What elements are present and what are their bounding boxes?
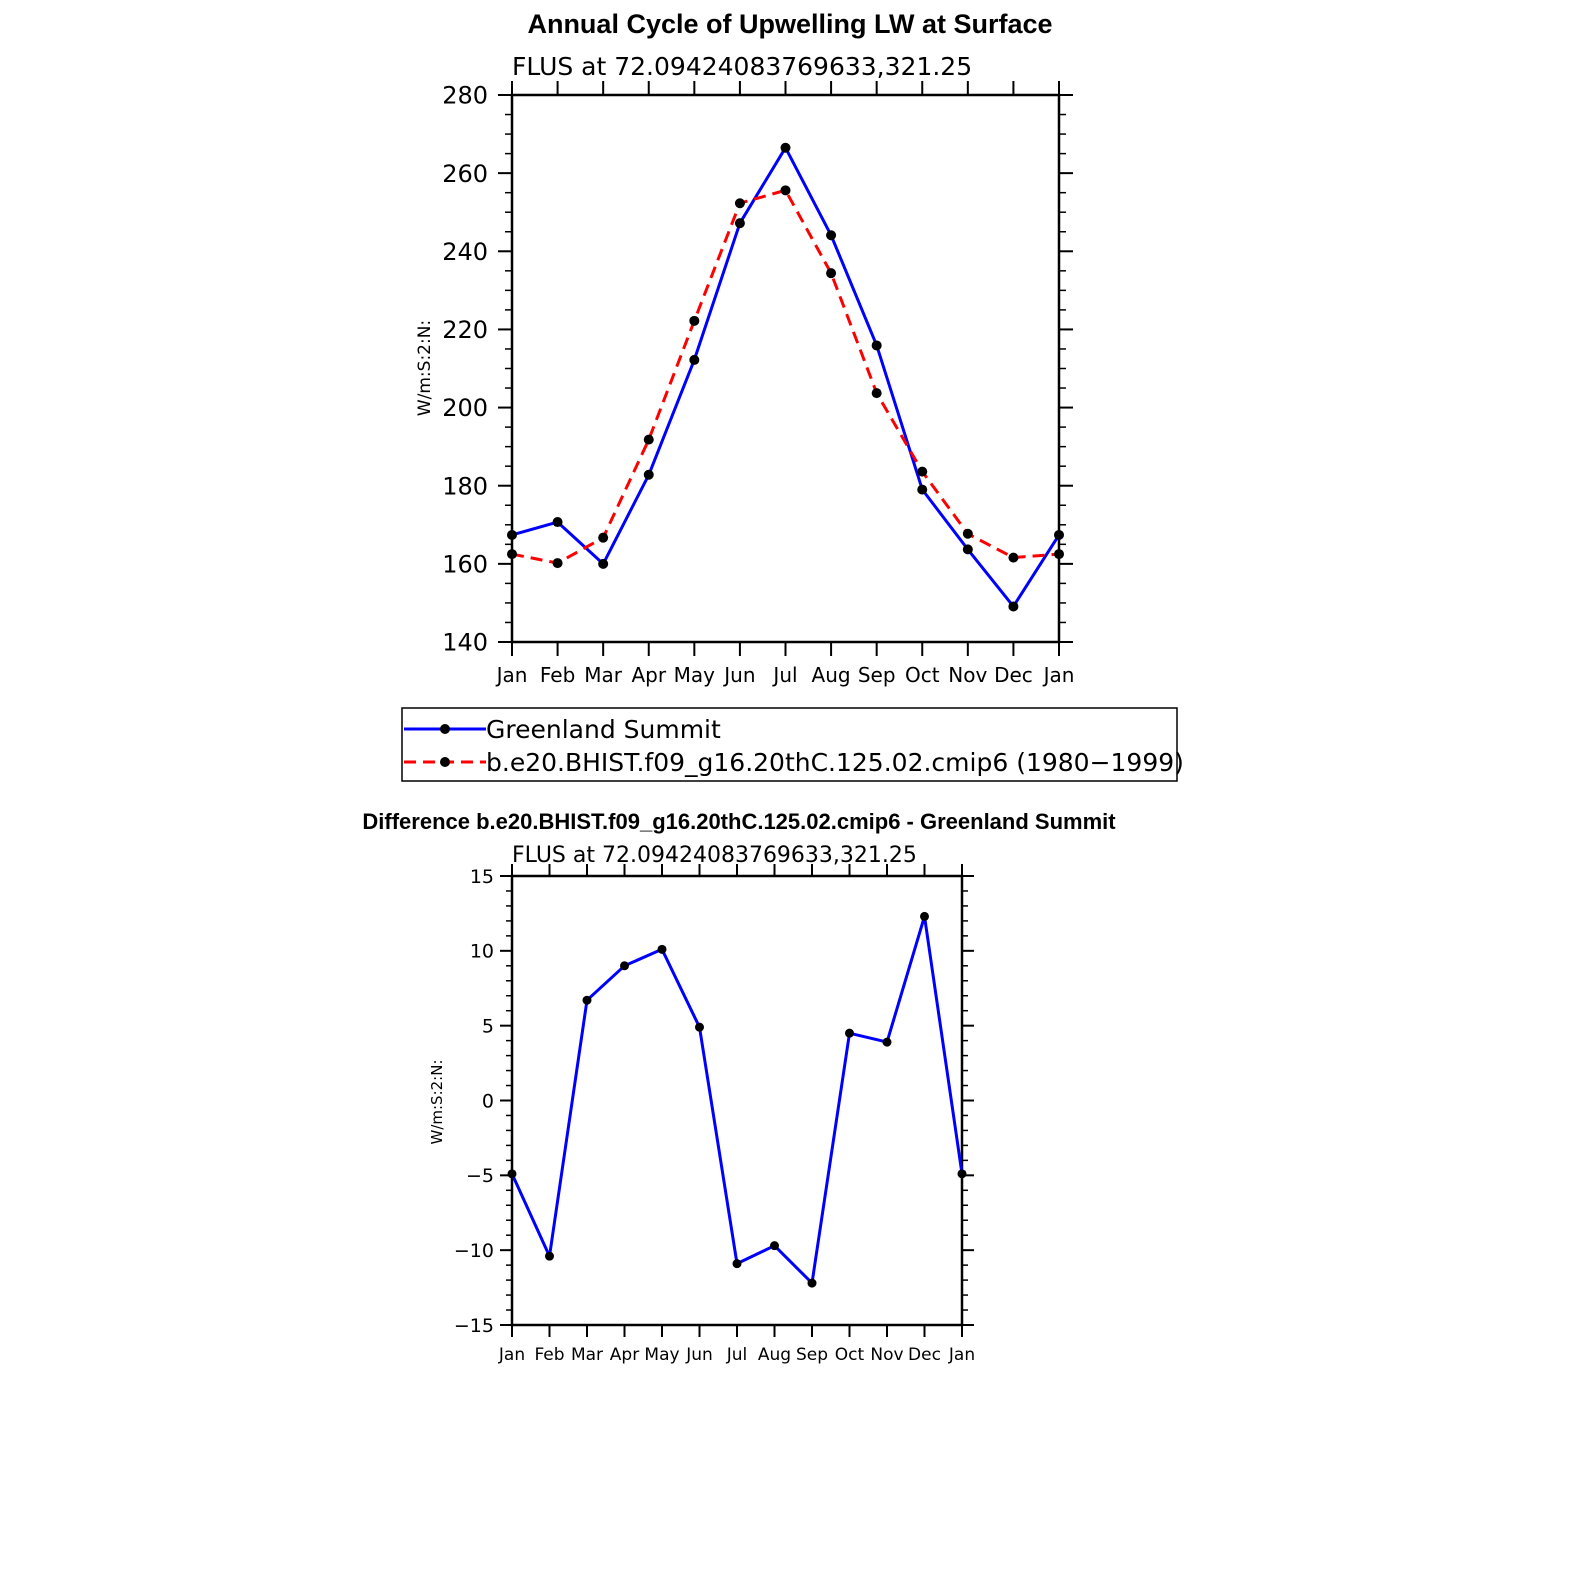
data-point xyxy=(1054,549,1064,559)
x-tick-label: Jun xyxy=(686,1345,713,1365)
y-tick-label: 280 xyxy=(442,81,488,110)
chart2-title: Difference b.e20.BHIST.f09_g16.20thC.125.02.cmip6 - Greenland Summit xyxy=(362,809,1116,834)
x-tick-label: May xyxy=(644,1345,680,1365)
x-tick-label: Jun xyxy=(724,663,756,687)
y-tick-label: 140 xyxy=(442,628,488,657)
x-tick-label: Mar xyxy=(584,663,623,687)
chart1-y-axis-label: W/m:S:2:N: xyxy=(415,319,435,417)
data-point xyxy=(658,945,667,954)
data-point xyxy=(883,1038,892,1047)
data-point xyxy=(553,517,563,527)
legend-label-greenland-summit: Greenland Summit xyxy=(486,715,721,744)
x-tick-label: Apr xyxy=(631,663,667,687)
data-point xyxy=(583,996,592,1005)
x-tick-label: May xyxy=(673,663,716,687)
data-point xyxy=(781,185,791,195)
y-tick-label: 200 xyxy=(442,394,488,423)
data-point xyxy=(958,1169,967,1178)
x-tick-label: Jul xyxy=(773,663,798,687)
x-tick-label: Oct xyxy=(834,1345,865,1365)
x-tick-label: Sep xyxy=(795,1345,829,1365)
data-point xyxy=(917,467,927,477)
x-tick-label: Jan xyxy=(498,1345,526,1365)
data-point xyxy=(920,912,929,921)
data-point xyxy=(545,1252,554,1261)
data-point xyxy=(644,470,654,480)
data-point xyxy=(508,1169,517,1178)
data-point xyxy=(695,1023,704,1032)
data-point xyxy=(872,340,882,350)
x-tick-label: Feb xyxy=(534,1345,565,1365)
y-tick-label: 10 xyxy=(469,940,494,963)
legend-marker-model xyxy=(440,757,450,767)
data-point xyxy=(845,1029,854,1038)
data-point xyxy=(808,1279,817,1288)
y-tick-label: 260 xyxy=(442,159,488,188)
data-point xyxy=(826,230,836,240)
x-tick-label: Nov xyxy=(948,663,988,687)
x-tick-label: Aug xyxy=(811,663,851,687)
data-point xyxy=(689,355,699,365)
y-tick-label: −15 xyxy=(453,1314,494,1337)
y-tick-label: 180 xyxy=(442,472,488,501)
data-point xyxy=(598,559,608,569)
data-point xyxy=(553,558,563,568)
y-tick-label: −10 xyxy=(453,1240,494,1263)
y-tick-label: 160 xyxy=(442,550,488,579)
y-tick-label: 0 xyxy=(481,1090,494,1113)
y-tick-label: 240 xyxy=(442,237,488,266)
x-tick-label: Apr xyxy=(609,1345,640,1365)
data-point xyxy=(507,530,517,540)
x-tick-label: Dec xyxy=(994,663,1033,687)
y-tick-label: −5 xyxy=(465,1165,494,1188)
chart1-title: Annual Cycle of Upwelling LW at Surface xyxy=(527,9,1053,39)
x-tick-label: Mar xyxy=(570,1345,604,1365)
y-tick-label: 5 xyxy=(481,1015,494,1038)
data-point xyxy=(770,1241,779,1250)
data-point xyxy=(598,533,608,543)
x-tick-label: Jan xyxy=(496,663,528,687)
data-point xyxy=(735,218,745,228)
data-point xyxy=(963,529,973,539)
chart2-subtitle: FLUS at 72.09424083769633,321.25 xyxy=(512,843,917,868)
data-point xyxy=(872,388,882,398)
data-point xyxy=(1008,601,1018,611)
data-point xyxy=(733,1259,742,1268)
x-tick-label: Jan xyxy=(948,1345,976,1365)
legend-marker-greenland-summit xyxy=(440,724,450,734)
x-tick-label: Sep xyxy=(857,663,896,687)
data-point xyxy=(917,485,927,495)
data-point xyxy=(620,961,629,970)
chart2-y-axis-label: W/m:S:2:N: xyxy=(428,1059,446,1145)
x-tick-label: Aug xyxy=(757,1345,792,1365)
data-point xyxy=(507,549,517,559)
x-tick-label: Nov xyxy=(870,1345,904,1365)
y-tick-label: 15 xyxy=(469,865,494,888)
data-point xyxy=(826,268,836,278)
data-point xyxy=(1054,530,1064,540)
data-point xyxy=(963,544,973,554)
data-point xyxy=(689,316,699,326)
legend-label-model: b.e20.BHIST.f09_g16.20thC.125.02.cmip6 (1980−1999) xyxy=(486,748,1184,777)
data-point xyxy=(781,143,791,153)
data-point xyxy=(644,435,654,445)
chart1-subtitle: FLUS at 72.09424083769633,321.25 xyxy=(512,52,973,81)
x-tick-label: Dec xyxy=(908,1345,941,1365)
x-tick-label: Oct xyxy=(904,663,940,687)
chart1-legend xyxy=(402,708,1184,781)
data-point xyxy=(735,198,745,208)
data-point xyxy=(1008,553,1018,563)
y-tick-label: 220 xyxy=(442,316,488,345)
x-tick-label: Jul xyxy=(726,1345,748,1365)
x-tick-label: Feb xyxy=(539,663,576,687)
x-tick-label: Jan xyxy=(1043,663,1075,687)
